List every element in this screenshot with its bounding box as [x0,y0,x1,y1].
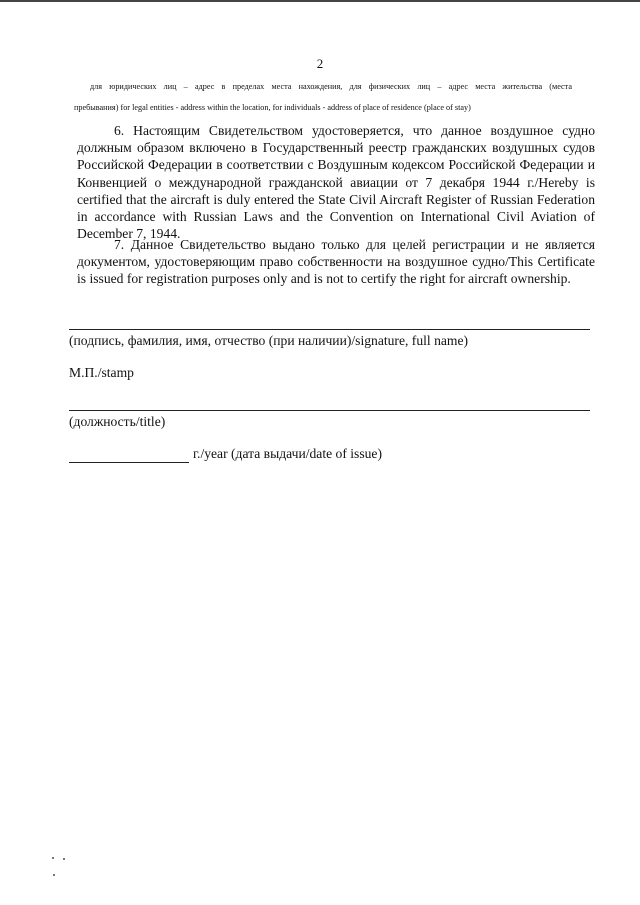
clause-7-paragraph: 7. Данное Свидетельство выдано только для целей регистрации и не является документом, удостоверяющим право собственности на воздушное судно/This Certificate is issued for registration purposes only and is not to certify the right for aircraft ownership. [77,237,595,287]
top-border-rule [0,0,640,2]
footnote-russian-line: для юридических лиц – адрес в пределах места нахождения, для физических лиц – адрес места жительства (места [90,82,572,91]
date-blank-line [69,462,189,463]
title-caption: (должность/title) [69,414,166,429]
date-caption: г./year (дата выдачи/date of issue) [193,446,382,461]
scan-speck [63,858,65,860]
title-line [69,410,590,411]
footnote-bilingual-line: пребывания) for legal entities - address within the location, for individuals - address of place of residence (place of stay) [74,103,471,112]
signature-line [69,329,590,330]
scan-speck [52,857,54,859]
clause-6-paragraph: 6. Настоящим Свидетельством удостоверяется, что данное воздушное судно должным образом включено в Государственный реестр гражданских воздушных судов Российской Федерации в соответствии с Воздушным кодексом Российской Федерации и Конвенцией о международной гражданской авиации от 7 декабря 1944 г./Hereby is certified that the aircraft is duly entered the State Civil Aircraft Register of Russian Federation in accordance with Russian Laws and the Convention on International Civil Aviation of December 7, 1944. [77,123,595,242]
signature-caption: (подпись, фамилия, имя, отчество (при наличии)/signature, full name) [69,333,469,348]
page-number: 2 [316,56,324,71]
scan-speck [53,874,55,876]
stamp-label: М.П./stamp [69,365,134,380]
footnote [74,76,596,118]
